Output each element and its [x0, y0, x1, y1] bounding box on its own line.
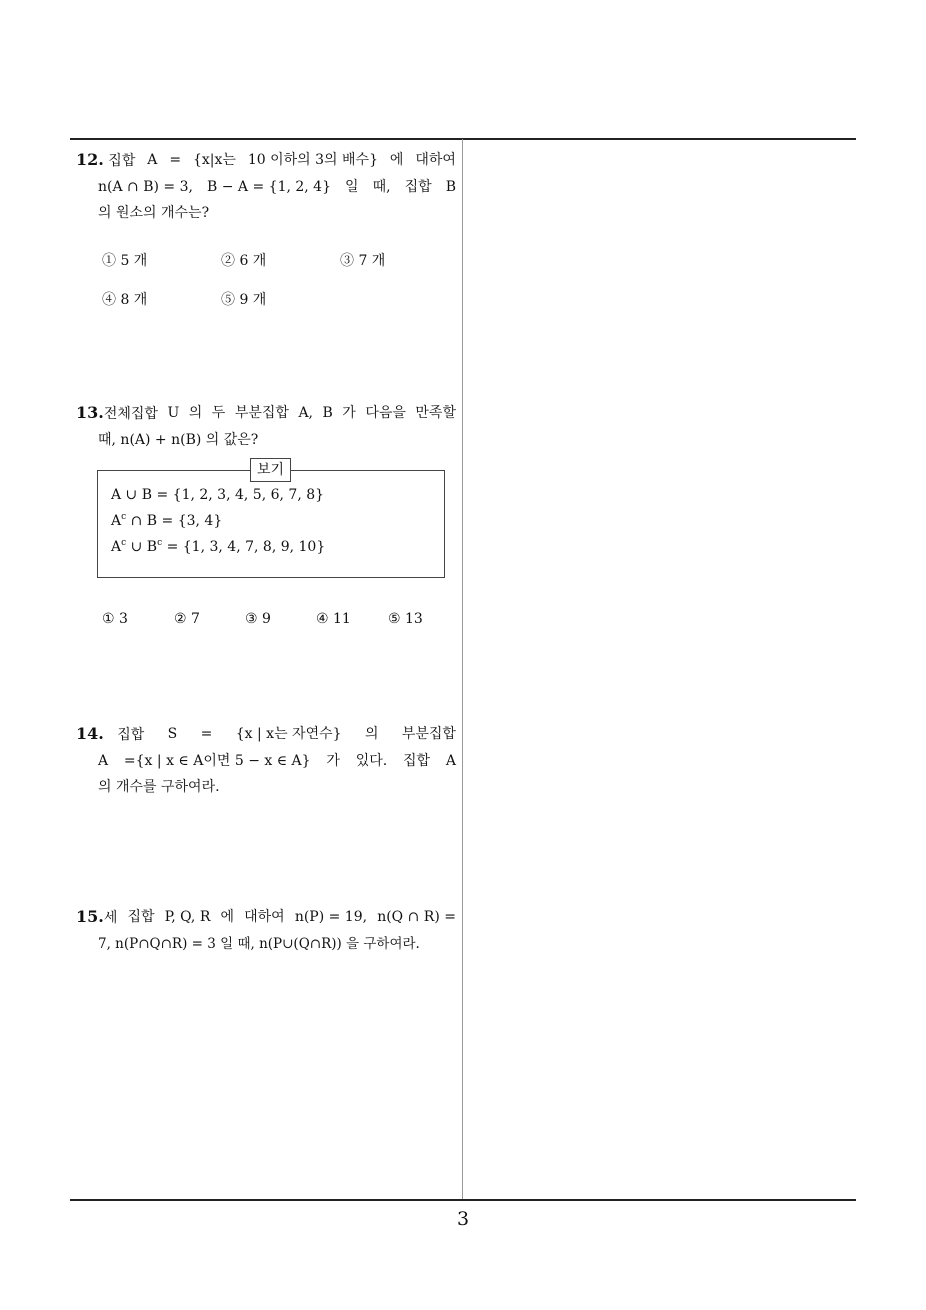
page-number: 3: [456, 1208, 470, 1230]
problem-13-line-1: [76, 400, 456, 427]
problem-12-word: n(A ∩ B) = 3,: [98, 179, 193, 195]
problem-12-word: A: [147, 152, 158, 168]
problem-15-word: n(P) = 19,: [294, 909, 368, 925]
bogi-text: ∩ B = {3, 4}: [126, 513, 223, 529]
problem-12-word: 대하여: [415, 152, 456, 168]
problem-15-word: 대하여: [244, 909, 285, 925]
bogi-condition-3: [111, 539, 325, 555]
problem-15-number: 15.: [76, 907, 104, 926]
choice-4[interactable]: ④ 11: [316, 611, 351, 627]
bogi-superscript: c: [121, 538, 127, 548]
problem-14-line-3: 의 개수를 구하여라.: [98, 779, 220, 795]
choice-3[interactable]: ③ 7 개: [340, 253, 386, 269]
problem-15-word: P, Q, R: [164, 909, 211, 925]
top-rule: [70, 138, 856, 140]
bogi-text: ∪ B: [126, 539, 158, 555]
problem-13-number: 13.: [76, 403, 104, 422]
problem-14-word: {x | x는 자연수}: [235, 726, 342, 742]
choice-2[interactable]: ② 7: [174, 611, 200, 627]
column-divider: [462, 139, 463, 1200]
choice-4[interactable]: ④ 8 개: [102, 292, 148, 308]
problem-14-word: 의: [364, 726, 379, 742]
bogi-text: = {1, 3, 4, 7, 8, 9, 10}: [162, 539, 326, 555]
bogi-condition-2: [111, 513, 222, 529]
choice-1[interactable]: ① 3: [102, 611, 128, 627]
problem-14-word: =: [200, 726, 213, 742]
problem-12-line-2: [76, 174, 456, 200]
problem-13-word: 의: [188, 405, 203, 421]
problem-14-word: 집합: [402, 753, 431, 769]
problem-12-word: B − A = {1, 2, 4}: [207, 179, 331, 195]
problem-14-word: S: [167, 726, 178, 742]
problem-14-line-2: [76, 748, 456, 774]
problem-12-word: 때,: [372, 179, 391, 195]
problem-13-line-2: 때, n(A) + n(B) 의 값은?: [98, 432, 259, 448]
problem-15: [76, 904, 456, 957]
bogi-text: A: [111, 513, 122, 529]
problem-13-word: 다음을: [365, 405, 406, 421]
bogi-superscript: c: [157, 538, 163, 548]
problem-13-word: U: [167, 405, 180, 421]
bottom-rule: [70, 1199, 856, 1201]
problem-12-word: B: [445, 179, 456, 195]
problem-14-word: 있다.: [355, 753, 388, 769]
problem-13-word: 만족할: [415, 405, 456, 421]
problem-13-word: B: [322, 405, 333, 421]
choice-1[interactable]: ① 5 개: [102, 253, 148, 269]
problem-15-word: 에: [220, 909, 235, 925]
problem-12-line-3: 의 원소의 개수는?: [98, 205, 210, 221]
choice-2[interactable]: ② 6 개: [221, 253, 267, 269]
problem-14-word: 집합: [117, 727, 145, 743]
problem-14-word: ={x | x ∈ A이면 5 − x ∈ A}: [123, 753, 311, 769]
problem-15-word: 세: [103, 910, 118, 926]
problem-12: [76, 147, 456, 226]
choice-3[interactable]: ③ 9: [245, 611, 271, 627]
problem-12-word: 일: [345, 179, 359, 195]
problem-13-word: A,: [298, 405, 313, 421]
problem-12-word: 집합: [404, 179, 432, 195]
problem-13-word: 전체집합: [103, 406, 158, 422]
bogi-text: A: [111, 539, 122, 555]
problem-14-word: A: [445, 753, 456, 769]
problem-12-word: {x|x는: [192, 152, 236, 168]
problem-13-word: 부분집합: [234, 405, 289, 421]
problem-15-line-1: [76, 904, 456, 931]
bogi-superscript: c: [121, 512, 127, 522]
problem-12-word: 10 이하의 3의 배수}: [247, 152, 378, 168]
problem-14: [76, 721, 456, 800]
choice-5[interactable]: ⑤ 9 개: [221, 292, 267, 308]
problem-14-word: 부분집합: [401, 726, 456, 742]
problem-12-line-1: [76, 147, 456, 174]
problem-12-word: =: [169, 152, 182, 168]
problem-15-word: n(Q ∩ R) =: [377, 909, 456, 925]
problem-14-word: A: [98, 753, 109, 769]
bogi-label: 보기: [250, 458, 291, 482]
bogi-condition-1: A ∪ B = {1, 2, 3, 4, 5, 6, 7, 8}: [111, 487, 325, 503]
problem-15-word: 집합: [127, 909, 155, 925]
problem-13: [76, 400, 456, 453]
problem-14-line-1: [76, 721, 456, 748]
problem-14-word: 가: [326, 753, 340, 769]
choice-5[interactable]: ⑤ 13: [388, 611, 423, 627]
problem-13-word: 두: [211, 405, 226, 421]
problem-15-line-2: 7, n(P∩Q∩R) = 3 일 때, n(P∪(Q∩R)) 을 구하여라.: [98, 936, 420, 952]
problem-14-number: 14.: [76, 724, 104, 743]
problem-12-word: 에: [389, 152, 404, 168]
problem-12-number: 12.: [76, 150, 104, 169]
problem-13-word: 가: [342, 405, 356, 421]
problem-12-word: 집합: [108, 153, 136, 169]
